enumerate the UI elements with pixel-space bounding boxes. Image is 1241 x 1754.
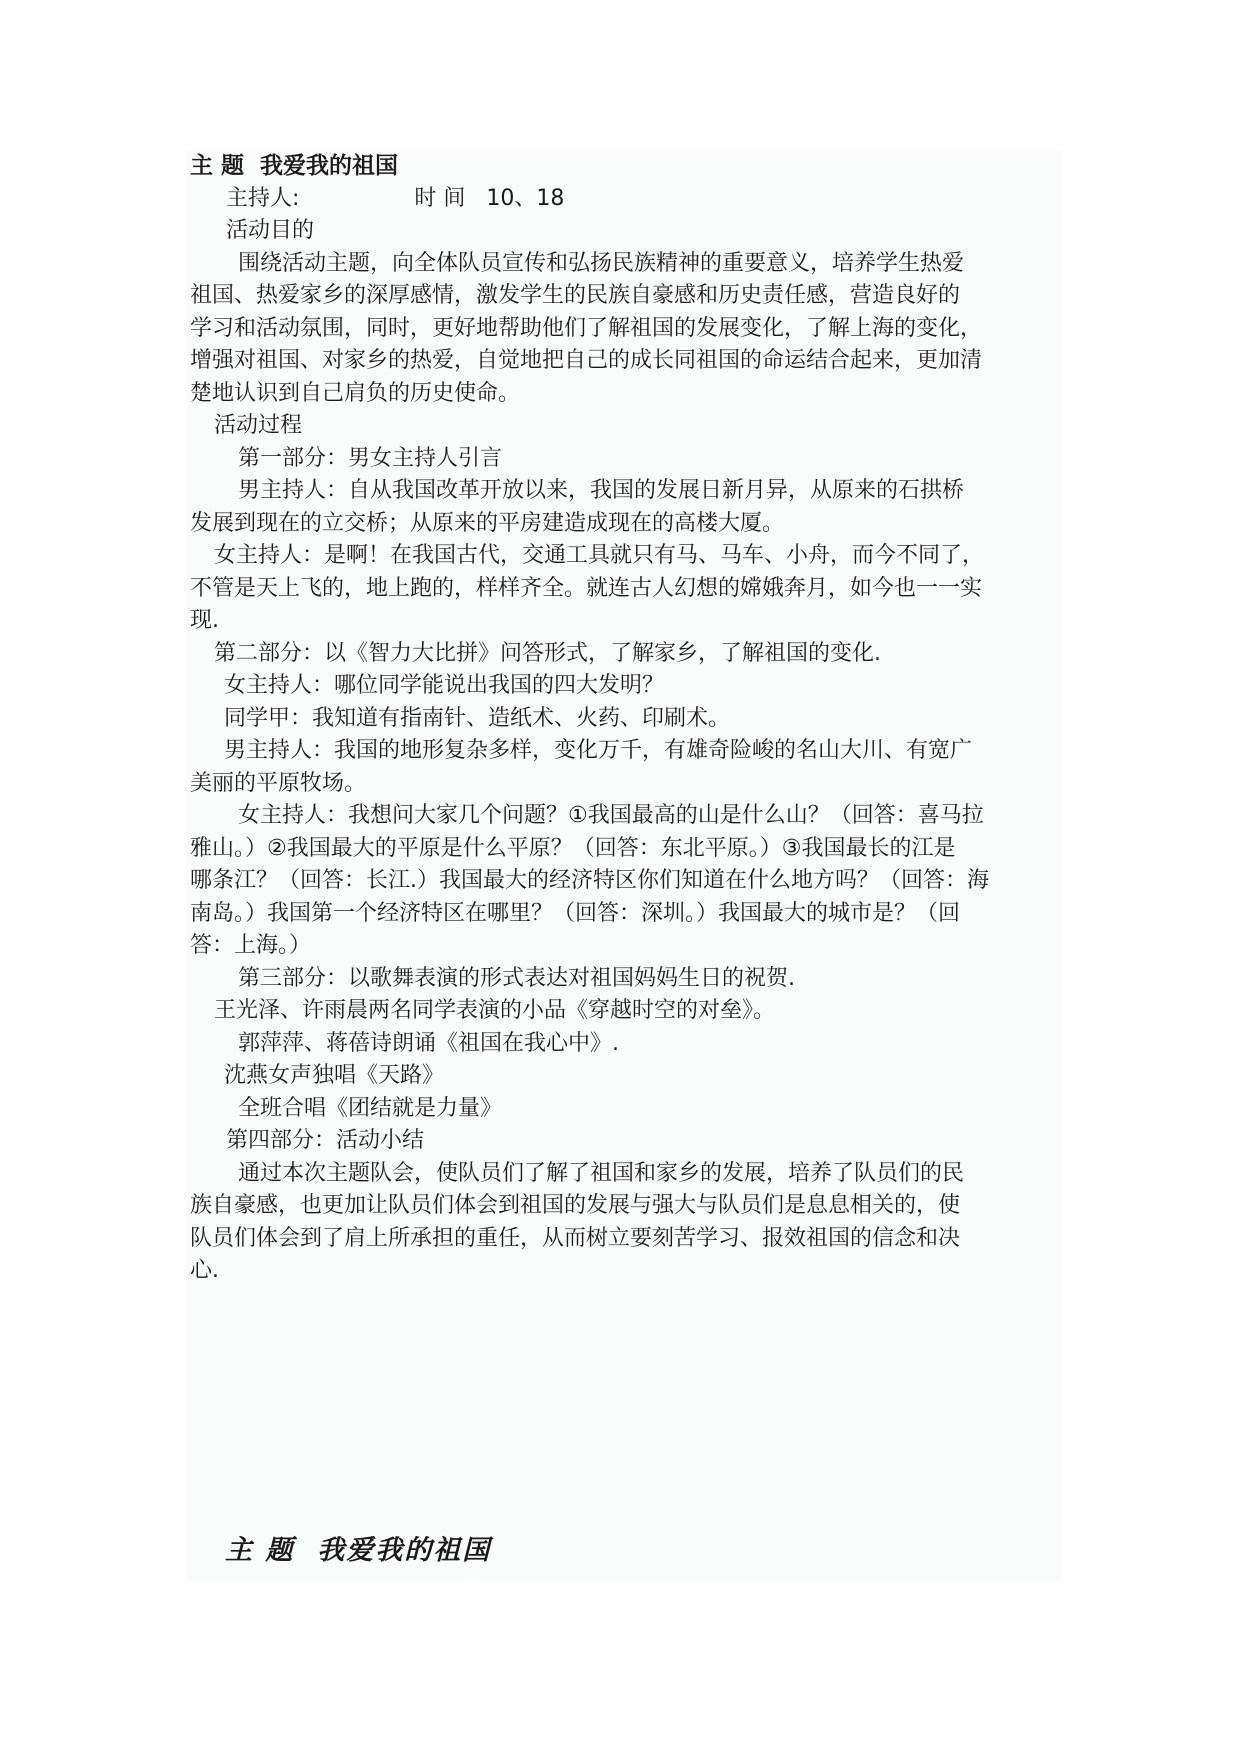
paragraph-line: 哪条江？（回答：长江.）我国最大的经济特区你们知道在什么地方吗？（回答：海 [190,868,989,893]
paragraph-line: 围绕活动主题，向全体队员宣传和弘扬民族精神的重要意义，培养学生热爱 [238,250,965,276]
document-body [190,150,1060,1288]
title-label: 主 题 [190,153,245,179]
paragraph-line: 美丽的平原牧场。 [190,770,367,796]
paragraph-line: 女主持人：是啊！在我国古代，交通工具就只有马、马车、小舟，而今不同了， [214,543,985,568]
paragraph-line: 同学甲：我知道有指南针、造纸术、火药、印刷术。 [224,705,731,731]
time-value: 10、18 [486,185,565,211]
paragraph-line: 男主持人：我国的地形复杂多样，变化万千，有雄奇险峻的名山大川、有宽广 [224,738,973,763]
paragraph-line: 发展到现在的立交桥；从原来的平房建造成现在的高楼大厦。 [190,510,785,536]
part3-heading: 第三部分：以歌舞表演的形式表达对祖国妈妈生日的祝贺. [238,965,795,991]
paragraph-line: 族自豪感，也更加让队员们体会到祖国的发展与强大与队员们是息息相关的，使 [190,1193,961,1218]
paragraph-line: 全班合唱《团结就是力量》 [238,1095,503,1121]
paragraph-line: 女主持人：我想问大家几个问题？①我国最高的山是什么山？（回答：喜马拉 [238,803,984,828]
paragraph-line: 雅山。）②我国最大的平原是什么平原？（回答：东北平原。）③我国最长的江是 [190,835,956,861]
host-label: 主持人: [226,185,300,211]
paragraph-line: 不管是天上飞的，地上跑的，样样齐全。就连古人幻想的嫦娥奔月，如今也一一实 [190,575,983,601]
host-time-line [190,183,1060,216]
time-label: 时 间 [414,185,466,211]
part2-heading: 第二部分：以《智力大比拼》问答形式，了解家乡，了解祖国的变化. [214,640,881,666]
paragraph-line: 沈燕女声独唱《天路》 [224,1063,445,1088]
footer-title-text: 我爱我的祖国 [317,1535,492,1566]
paragraph-line: 郭萍萍、蒋蓓诗朗诵《祖国在我心中》. [238,1030,619,1056]
document-title [190,150,1060,183]
paragraph-line: 增强对祖国、对家乡的热爱，自觉地把自己的成长同祖国的命运结合起来，更加清 [190,348,983,373]
part1-heading: 第一部分：男女主持人引言 [238,445,503,471]
process-heading: 活动过程 [214,413,303,438]
purpose-heading: 活动目的 [226,218,315,243]
paragraph-line: 现. [190,608,219,633]
footer-title [225,1528,491,1567]
paragraph-line: 女主持人：哪位同学能说出我国的四大发明？ [224,673,665,698]
paragraph-line: 答：上海。） [190,933,312,958]
paragraph-line: 王光泽、许雨晨两名同学表演的小品《穿越时空的对垒》。 [214,998,776,1023]
paragraph-line: 祖国、热爱家乡的深厚感情，激发学生的民族自豪感和历史责任感，营造良好的 [190,283,961,308]
paragraph-line: 男主持人：自从我国改革开放以来，我国的发展日新月异，从原来的石拱桥 [238,478,965,503]
title-text: 我爱我的祖国 [260,153,399,179]
paragraph-line: 南岛。）我国第一个经济特区在哪里？（回答：深圳。）我国最大的城市是？（回 [190,900,961,926]
part4-heading: 第四部分：活动小结 [226,1128,425,1153]
paragraph-line: 通过本次主题队会，使队员们了解了祖国和家乡的发展，培养了队员们的民 [238,1160,965,1186]
footer-title-label: 主 题 [225,1535,295,1566]
paragraph-line: 楚地认识到自己肩负的历史使命。 [190,380,521,406]
paragraph-line: 心. [190,1258,219,1283]
paragraph-line: 学习和活动氛围，同时，更好地帮助他们了解祖国的发展变化，了解上海的变化， [190,315,983,341]
paragraph-line: 队员们体会到了肩上所承担的重任，从而树立要刻苦学习、报效祖国的信念和决 [190,1225,961,1251]
